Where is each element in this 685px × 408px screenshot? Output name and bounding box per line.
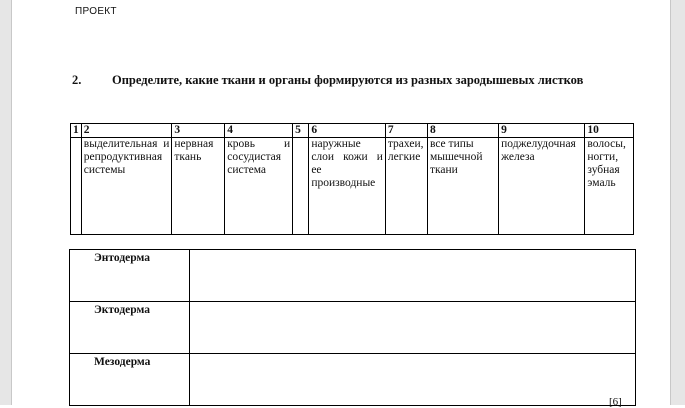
task-number: 2. <box>72 73 82 87</box>
col-num-9: 9 <box>499 124 585 138</box>
item-6: наружные слои кожи и ее производные <box>309 138 386 235</box>
item-3: нервная ткань <box>172 138 225 235</box>
page-edge-right <box>670 0 685 405</box>
answer-label-entoderm: Энтодерма <box>70 250 190 302</box>
col-num-7: 7 <box>385 124 427 138</box>
col-num-2: 2 <box>81 124 172 138</box>
answer-field-entoderm[interactable] <box>190 250 636 302</box>
answer-label-ektoderm: Эктодерма <box>70 302 190 354</box>
item-2: выделительная и репродуктивная системы <box>81 138 172 235</box>
answer-row-entoderm <box>70 250 636 302</box>
item-4: кровь и сосудистая система <box>225 138 293 235</box>
col-num-1: 1 <box>71 124 82 138</box>
answer-field-mezoderm[interactable] <box>190 354 636 406</box>
col-num-8: 8 <box>427 124 498 138</box>
answer-label-mezoderm: Мезодерма <box>70 354 190 406</box>
page-edge-left <box>0 0 12 405</box>
col-num-5: 5 <box>293 124 309 138</box>
item-8: все типы мышечной ткани <box>427 138 498 235</box>
item-10: волосы, ногти, зубная эмаль <box>585 138 634 235</box>
item-9: поджелудочная железа <box>499 138 585 235</box>
score-label: [6] <box>609 396 622 408</box>
items-header-row <box>71 124 634 138</box>
items-body-row <box>71 138 634 235</box>
answer-field-ektoderm[interactable] <box>190 302 636 354</box>
answer-table <box>69 249 636 406</box>
page-header-label: ПРОЕКТ <box>75 6 117 17</box>
col-num-6: 6 <box>309 124 386 138</box>
item-1 <box>71 138 82 235</box>
answer-row-ektoderm <box>70 302 636 354</box>
col-num-4: 4 <box>225 124 293 138</box>
task-text: Определите, какие ткани и органы формируются из разных зародышевых листков <box>112 73 584 87</box>
task-statement <box>72 74 632 87</box>
item-5 <box>293 138 309 235</box>
item-7: трахеи, легкие <box>385 138 427 235</box>
col-num-10: 10 <box>585 124 634 138</box>
items-table <box>70 123 634 235</box>
answer-row-mezoderm <box>70 354 636 406</box>
col-num-3: 3 <box>172 124 225 138</box>
